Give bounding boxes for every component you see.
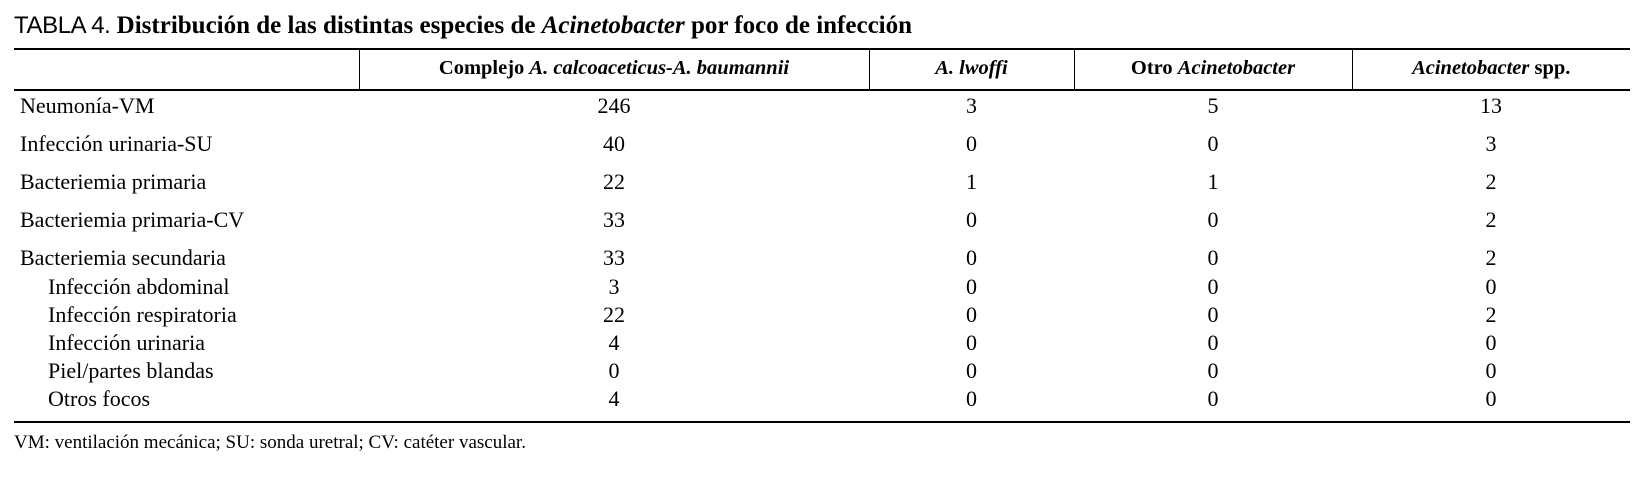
cell-value: 0	[1485, 273, 1497, 299]
table-row	[14, 357, 1630, 385]
row-label: Infección abdominal	[48, 273, 230, 299]
table-row	[14, 385, 1630, 413]
row-label: Piel/partes blandas	[48, 357, 214, 383]
row-label: Otros focos	[48, 385, 151, 411]
table-row	[14, 159, 1630, 197]
cell-value: 0	[966, 357, 977, 383]
cell-value: 0	[1207, 357, 1219, 383]
table-row	[14, 273, 1630, 301]
cell-value: 0	[1485, 357, 1497, 383]
row-label: Infección urinaria	[48, 329, 205, 355]
table-row	[14, 329, 1630, 357]
row-label: Infección urinaria-SU	[20, 130, 213, 156]
row-label: Bacteriemia primaria	[20, 168, 207, 194]
table-head	[14, 49, 1630, 90]
table-caption	[14, 12, 1630, 40]
cell-value: 1	[1207, 168, 1219, 194]
cell-value: 0	[966, 329, 977, 355]
cell-value: 2	[1485, 168, 1497, 194]
cell-value: 1	[966, 168, 977, 194]
table-row	[14, 197, 1630, 235]
row-label: Bacteriemia secundaria	[20, 244, 226, 270]
col3-italic: Acinetobacter	[1177, 56, 1296, 79]
cell-value: 0	[1207, 273, 1219, 299]
cell-value: 0	[1207, 130, 1219, 156]
cell-value: 0	[1207, 244, 1219, 270]
row-label: Infección respiratoria	[48, 301, 237, 327]
cell-value: 0	[966, 130, 977, 156]
row-label: Bacteriemia primaria-CV	[20, 206, 245, 232]
cell-value: 0	[1207, 301, 1219, 327]
column-header-blank	[14, 49, 359, 90]
table-row	[14, 121, 1630, 159]
cell-value: 3	[1485, 130, 1497, 156]
cell-value: 3	[966, 92, 977, 118]
cell-value: 2	[1485, 206, 1497, 232]
table-row	[14, 301, 1630, 329]
cell-value: 5	[1207, 92, 1219, 118]
table-row	[14, 90, 1630, 121]
column-header-a-lwoffi	[869, 49, 1074, 90]
cell-value: 0	[966, 206, 977, 232]
cell-value: 33	[603, 244, 625, 270]
cell-value: 0	[966, 385, 977, 411]
cell-value: 0	[1207, 385, 1219, 411]
cell-value: 3	[608, 273, 620, 299]
column-header-acinetobacter-spp	[1352, 49, 1630, 90]
cell-value: 0	[966, 273, 977, 299]
table-header-row	[14, 49, 1630, 90]
col3-prefix: Otro	[1130, 56, 1178, 79]
cell-value: 0	[1485, 329, 1497, 355]
cell-value: 0	[608, 357, 620, 383]
cell-value: 0	[1207, 329, 1219, 355]
column-header-complejo-calcoaceticus-baumannii	[359, 49, 869, 90]
cell-value: 13	[1480, 92, 1502, 118]
col1-prefix: Complejo	[438, 56, 530, 79]
cell-value: 40	[603, 130, 625, 156]
cell-value: 0	[966, 301, 977, 327]
caption-text-after: por foco de infección	[684, 12, 913, 39]
cell-value: 2	[1485, 244, 1497, 270]
table-body	[14, 90, 1630, 413]
cell-value: 4	[608, 385, 620, 411]
cell-value: 2	[1485, 301, 1497, 327]
cell-value: 33	[603, 206, 625, 232]
column-header-otro-acinetobacter	[1074, 49, 1352, 90]
col2-italic: A. lwoffi	[935, 56, 1008, 79]
cell-value: 4	[608, 329, 620, 355]
caption-italic-term: Acinetobacter	[541, 12, 685, 39]
table-number-label: TABLA 4.	[14, 12, 111, 39]
table-footnote: VM: ventilación mecánica; SU: sonda uretral; CV: catéter vascular.	[14, 431, 526, 453]
cell-value: 0	[1485, 385, 1497, 411]
species-infection-table	[14, 48, 1630, 413]
col4-suffix: spp.	[1529, 56, 1571, 79]
cell-value: 246	[597, 92, 631, 118]
cell-value: 22	[603, 301, 625, 327]
table-row	[14, 235, 1630, 273]
cell-value: 0	[1207, 206, 1219, 232]
cell-value: 22	[603, 168, 625, 194]
cell-value: 0	[966, 244, 977, 270]
caption-text-before: Distribución de las distintas especies de	[116, 12, 542, 39]
table-caption-text	[117, 12, 912, 39]
row-label: Neumonía-VM	[20, 92, 155, 118]
col4-italic: Acinetobacter	[1412, 56, 1530, 79]
col1-italic: A. calcoaceticus-A. baumannii	[529, 56, 790, 79]
